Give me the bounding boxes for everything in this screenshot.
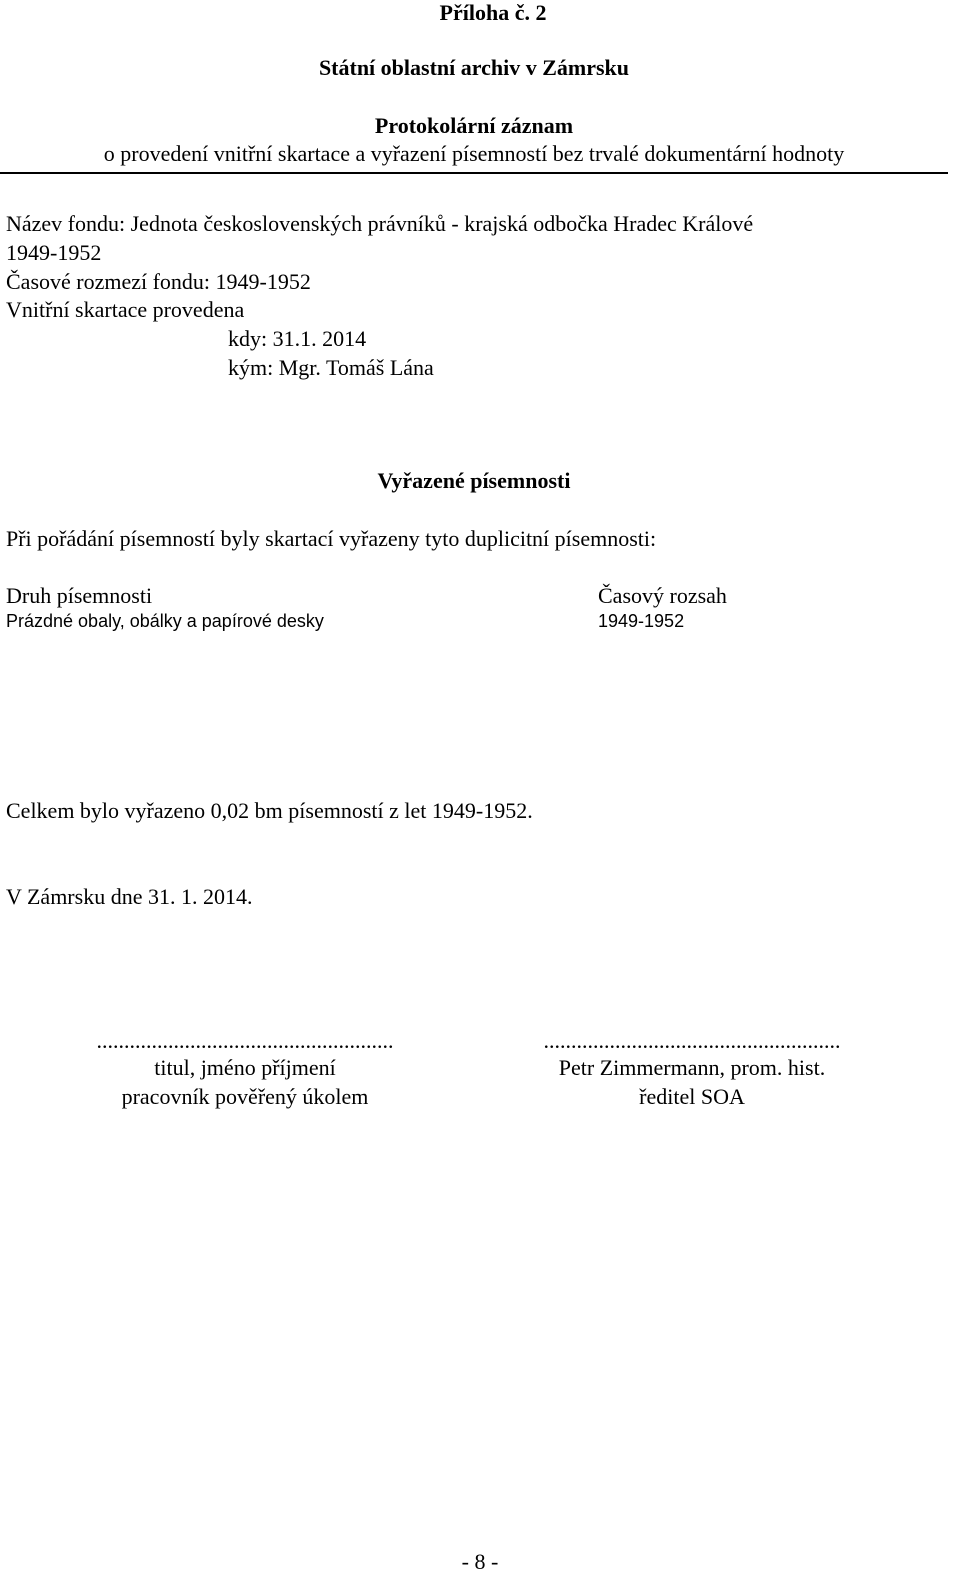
internal-shredding-label: Vnitřní skartace provedena	[6, 297, 245, 322]
protocol-title: Protokolární záznam	[374, 113, 574, 138]
signature-line-left: ......................................................	[96, 1028, 394, 1053]
signature-name-right: Petr Zimmermann, prom. hist.	[558, 1055, 826, 1080]
removed-documents-heading: Vyřazené písemnosti	[377, 468, 571, 493]
shredding-date: kdy: 31.1. 2014	[228, 326, 367, 351]
archive-name: Státní oblastní archiv v Zámrsku	[318, 55, 630, 80]
fond-time-range: Časové rozmezí fondu: 1949-1952	[6, 269, 311, 294]
header-divider	[0, 172, 948, 174]
column-header-time-range: Časový rozsah	[598, 583, 727, 608]
page-number: - 8 -	[461, 1549, 499, 1574]
signature-role-left: pracovník pověřený úkolem	[121, 1084, 369, 1109]
signature-name-left: titul, jméno příjmení	[154, 1055, 336, 1080]
signature-line-right: ......................................................	[543, 1028, 841, 1053]
total-removed-summary: Celkem bylo vyřazeno 0,02 bm písemností z let 1949-1952.	[6, 798, 533, 823]
removed-documents-intro: Při pořádání písemností byly skartací vyřazeny tyto duplicitní písemnosti:	[6, 526, 657, 551]
signature-role-right: ředitel SOA	[639, 1084, 745, 1109]
attachment-label: Příloha č. 2	[439, 0, 547, 25]
fond-name: Název fondu: Jednota československých právníků - krajská odbočka Hradec Králové	[6, 211, 754, 236]
table-row-document-type: Prázdné obaly, obálky a papírové desky	[6, 611, 324, 631]
shredding-performed-by: kým: Mgr. Tomáš Lána	[228, 355, 434, 380]
protocol-subtitle: o provedení vnitřní skartace a vyřazení písemností bez trvalé dokumentární hodnoty	[103, 141, 845, 166]
table-row-time-range: 1949-1952	[598, 611, 685, 631]
column-header-document-type: Druh písemnosti	[6, 583, 153, 608]
fond-name-continuation: 1949-1952	[6, 240, 102, 265]
place-and-date: V Zámrsku dne 31. 1. 2014.	[6, 884, 253, 909]
